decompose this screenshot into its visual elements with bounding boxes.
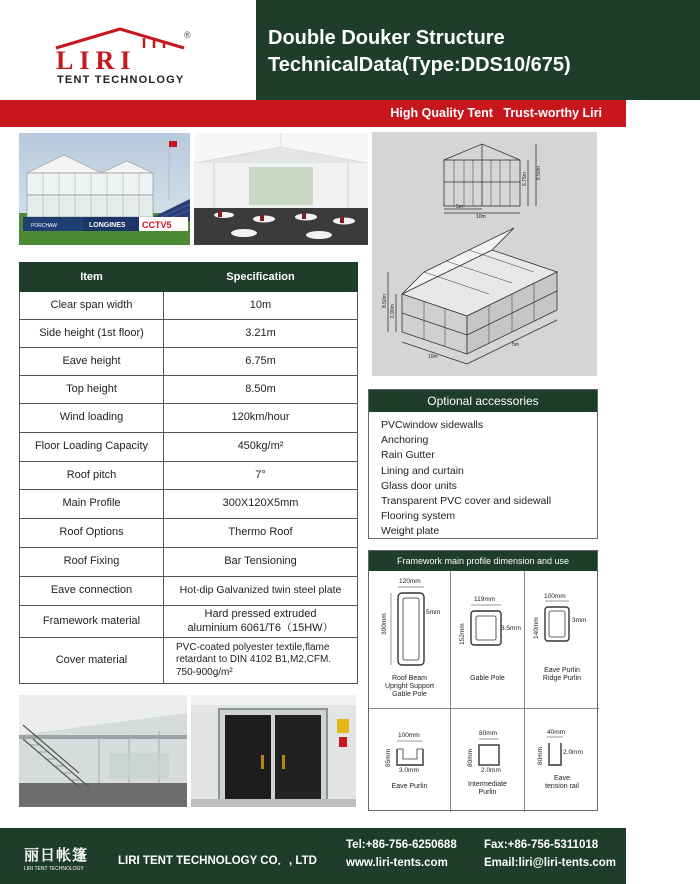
spec-cell: 3.21m	[164, 320, 358, 348]
table-row	[20, 320, 358, 348]
photo-glass-door	[191, 695, 356, 807]
logo-subtitle: TENT TECHNOLOGY	[57, 74, 185, 86]
dim-thickness: 3mm	[572, 617, 587, 624]
spec-cell: 8.50m	[164, 376, 358, 404]
dim-width: 100mm	[398, 732, 420, 739]
item-cell: Cover material	[20, 638, 164, 684]
list-item: Anchoring	[381, 434, 429, 447]
profile-cell-roof-beam	[369, 571, 451, 709]
footer-tel: Tel:+86-756-6250688	[346, 839, 457, 851]
table-row	[20, 548, 358, 577]
item-cell: Side height (1st floor)	[20, 320, 164, 348]
profile-cell-eave-purlin-2	[369, 709, 451, 812]
item-cell: Floor Loading Capacity	[20, 433, 164, 462]
dim-height: 80mm	[537, 746, 544, 765]
spec-cell: 6.75m	[164, 348, 358, 376]
item-cell: Roof Options	[20, 519, 164, 548]
table-row	[20, 519, 358, 548]
banner-brand-cctv: CCTV5	[142, 220, 172, 230]
list-item: PVCwindow sidewalls	[381, 419, 484, 431]
item-cell: Framework material	[20, 606, 164, 638]
profile-label: Eave Purlin Ridge Purlin	[542, 667, 582, 682]
table-row	[20, 292, 358, 320]
col-item: Item	[20, 263, 164, 292]
list-item: Rain Gutter	[381, 449, 435, 462]
dim-width: 120mm	[399, 578, 421, 585]
spec-cell: Hot-dip Galvanized twin steel plate	[164, 577, 358, 606]
dim-thickness: 5mm	[426, 609, 441, 616]
profile-label: Roof Beam Upright Support Gable Pole	[384, 675, 435, 698]
logo-registered-mark: ®	[184, 30, 191, 40]
banner-brand-longines: LONGINES	[89, 222, 126, 229]
dim-thickness: 2.0mm	[563, 749, 583, 756]
item-cell: Eave connection	[20, 577, 164, 606]
footer-logo-cn: 丽日帐篷	[24, 847, 89, 864]
iso-dim-bay: 5m	[512, 342, 519, 348]
table-row	[20, 404, 358, 433]
list-item: Lining and curtain	[381, 464, 464, 477]
front-dim-eave: 6.75m	[522, 172, 528, 186]
front-dim-top: 8.50m	[536, 166, 542, 180]
footer-company: LIRI TENT TECHNOLOGY CO．, LTD	[118, 855, 317, 867]
logo	[0, 0, 256, 100]
spec-table	[19, 262, 358, 684]
profile-label: Gable Pole	[470, 675, 505, 682]
spec-cell: Hard pressed extruded aluminium 6061/T6（15HW）	[164, 606, 358, 638]
footer-website-link[interactable]: www.liri-tents.com	[346, 857, 448, 869]
list-item: Transparent PVC cover and sidewall	[381, 495, 552, 508]
profile-label: Eave Purlin	[391, 783, 428, 790]
item-cell: Top height	[20, 376, 164, 404]
dim-height: 152mm	[459, 623, 466, 645]
optional-accessories	[368, 389, 598, 539]
tagline-bar	[0, 100, 626, 127]
dim-width: 119mm	[474, 596, 496, 603]
page-subtitle: TechnicalData(Type:DDS10/675)	[268, 54, 571, 76]
photo-stairs-interior	[19, 695, 187, 807]
logo-text: LIRI	[56, 46, 137, 75]
item-cell: Clear span width	[20, 292, 164, 320]
profile-eave-purlin-icon	[525, 571, 599, 709]
title-panel	[256, 0, 700, 100]
photo-tent-interior	[194, 133, 368, 245]
profile-label: Intermediate Purlin	[468, 781, 507, 796]
spec-cell: Thermo Roof	[164, 519, 358, 548]
dim-width: 100mm	[544, 593, 566, 600]
dim-height: 80mm	[467, 748, 474, 767]
header	[0, 0, 700, 100]
iso-dim-span: 10m	[428, 354, 438, 360]
tagline: High Quality Tent Trust-worthy Liri	[390, 106, 602, 120]
photo-tent-exterior	[19, 133, 190, 245]
footer	[0, 828, 626, 884]
dim-thickness: 2.0mm	[481, 767, 501, 774]
optional-accessories-title: Optional accessories	[369, 390, 597, 412]
table-row	[20, 606, 358, 638]
table-row	[20, 490, 358, 519]
framework-title: Framework main profile dimension and use	[369, 551, 597, 571]
spec-cell: 300X120X5mm	[164, 490, 358, 519]
spec-cell: 120km/hour	[164, 404, 358, 433]
item-cell: Roof Fixing	[20, 548, 164, 577]
item-cell: Wind loading	[20, 404, 164, 433]
profile-cell-gable-pole	[451, 571, 525, 709]
table-row	[20, 433, 358, 462]
board-text: PORCHAW	[31, 223, 57, 229]
footer-fax: Fax:+86-756-5311018	[484, 839, 599, 851]
dim-height: 300mm	[381, 613, 388, 635]
dim-height: 140mm	[533, 617, 540, 639]
framework-profiles	[368, 550, 598, 811]
profile-cell-intermediate-purlin	[451, 709, 525, 812]
spec-cell: 450kg/m²	[164, 433, 358, 462]
dim-thickness: 3.0mm	[399, 767, 419, 774]
front-dim-width: 10m	[476, 214, 486, 220]
spec-cell: Bar Tensioning	[164, 548, 358, 577]
dim-height: 85mm	[385, 748, 392, 767]
table-row	[20, 348, 358, 376]
table-row	[20, 577, 358, 606]
spec-cell: PVC-coated polyester textile,flame retardant to DIN 4102 B1,M2,CFM. 750-900g/m²	[164, 638, 358, 684]
profile-eave-purlin-2-icon	[369, 709, 451, 812]
profile-label: Eave tension rail	[545, 775, 579, 790]
dim-thickness: 3.5mm	[501, 625, 521, 632]
table-row	[20, 462, 358, 490]
spec-cell: 7°	[164, 462, 358, 490]
optional-accessories-list	[369, 412, 597, 540]
spec-cell: 10m	[164, 292, 358, 320]
profile-cell-eave-purlin	[525, 571, 599, 709]
list-item: Glass door units	[381, 479, 457, 492]
table-row	[20, 638, 358, 684]
iso-dim-top: 8.50m	[382, 294, 388, 308]
dim-width: 40mm	[547, 729, 566, 736]
item-cell: Main Profile	[20, 490, 164, 519]
col-specification: Specification	[164, 263, 358, 292]
list-item: Weight plate	[381, 525, 440, 538]
iso-dim-eave: 6.90m	[390, 304, 396, 318]
tent-structure-drawing	[372, 132, 597, 376]
page-title: Double Douker Structure	[268, 27, 505, 49]
item-cell: Eave height	[20, 348, 164, 376]
list-item: Flooring system	[381, 510, 456, 523]
front-dim-half: 5m	[456, 204, 463, 210]
footer-logo-sub: LIRI TENT TECHNOLOGY	[24, 866, 84, 872]
footer-email-link[interactable]: Email:liri@liri-tents.com	[484, 857, 616, 869]
dim-width: 80mm	[479, 730, 498, 737]
profile-cell-eave-tension-rail	[525, 709, 599, 812]
item-cell: Roof pitch	[20, 462, 164, 490]
table-row	[20, 376, 358, 404]
spec-table-header	[20, 263, 358, 292]
